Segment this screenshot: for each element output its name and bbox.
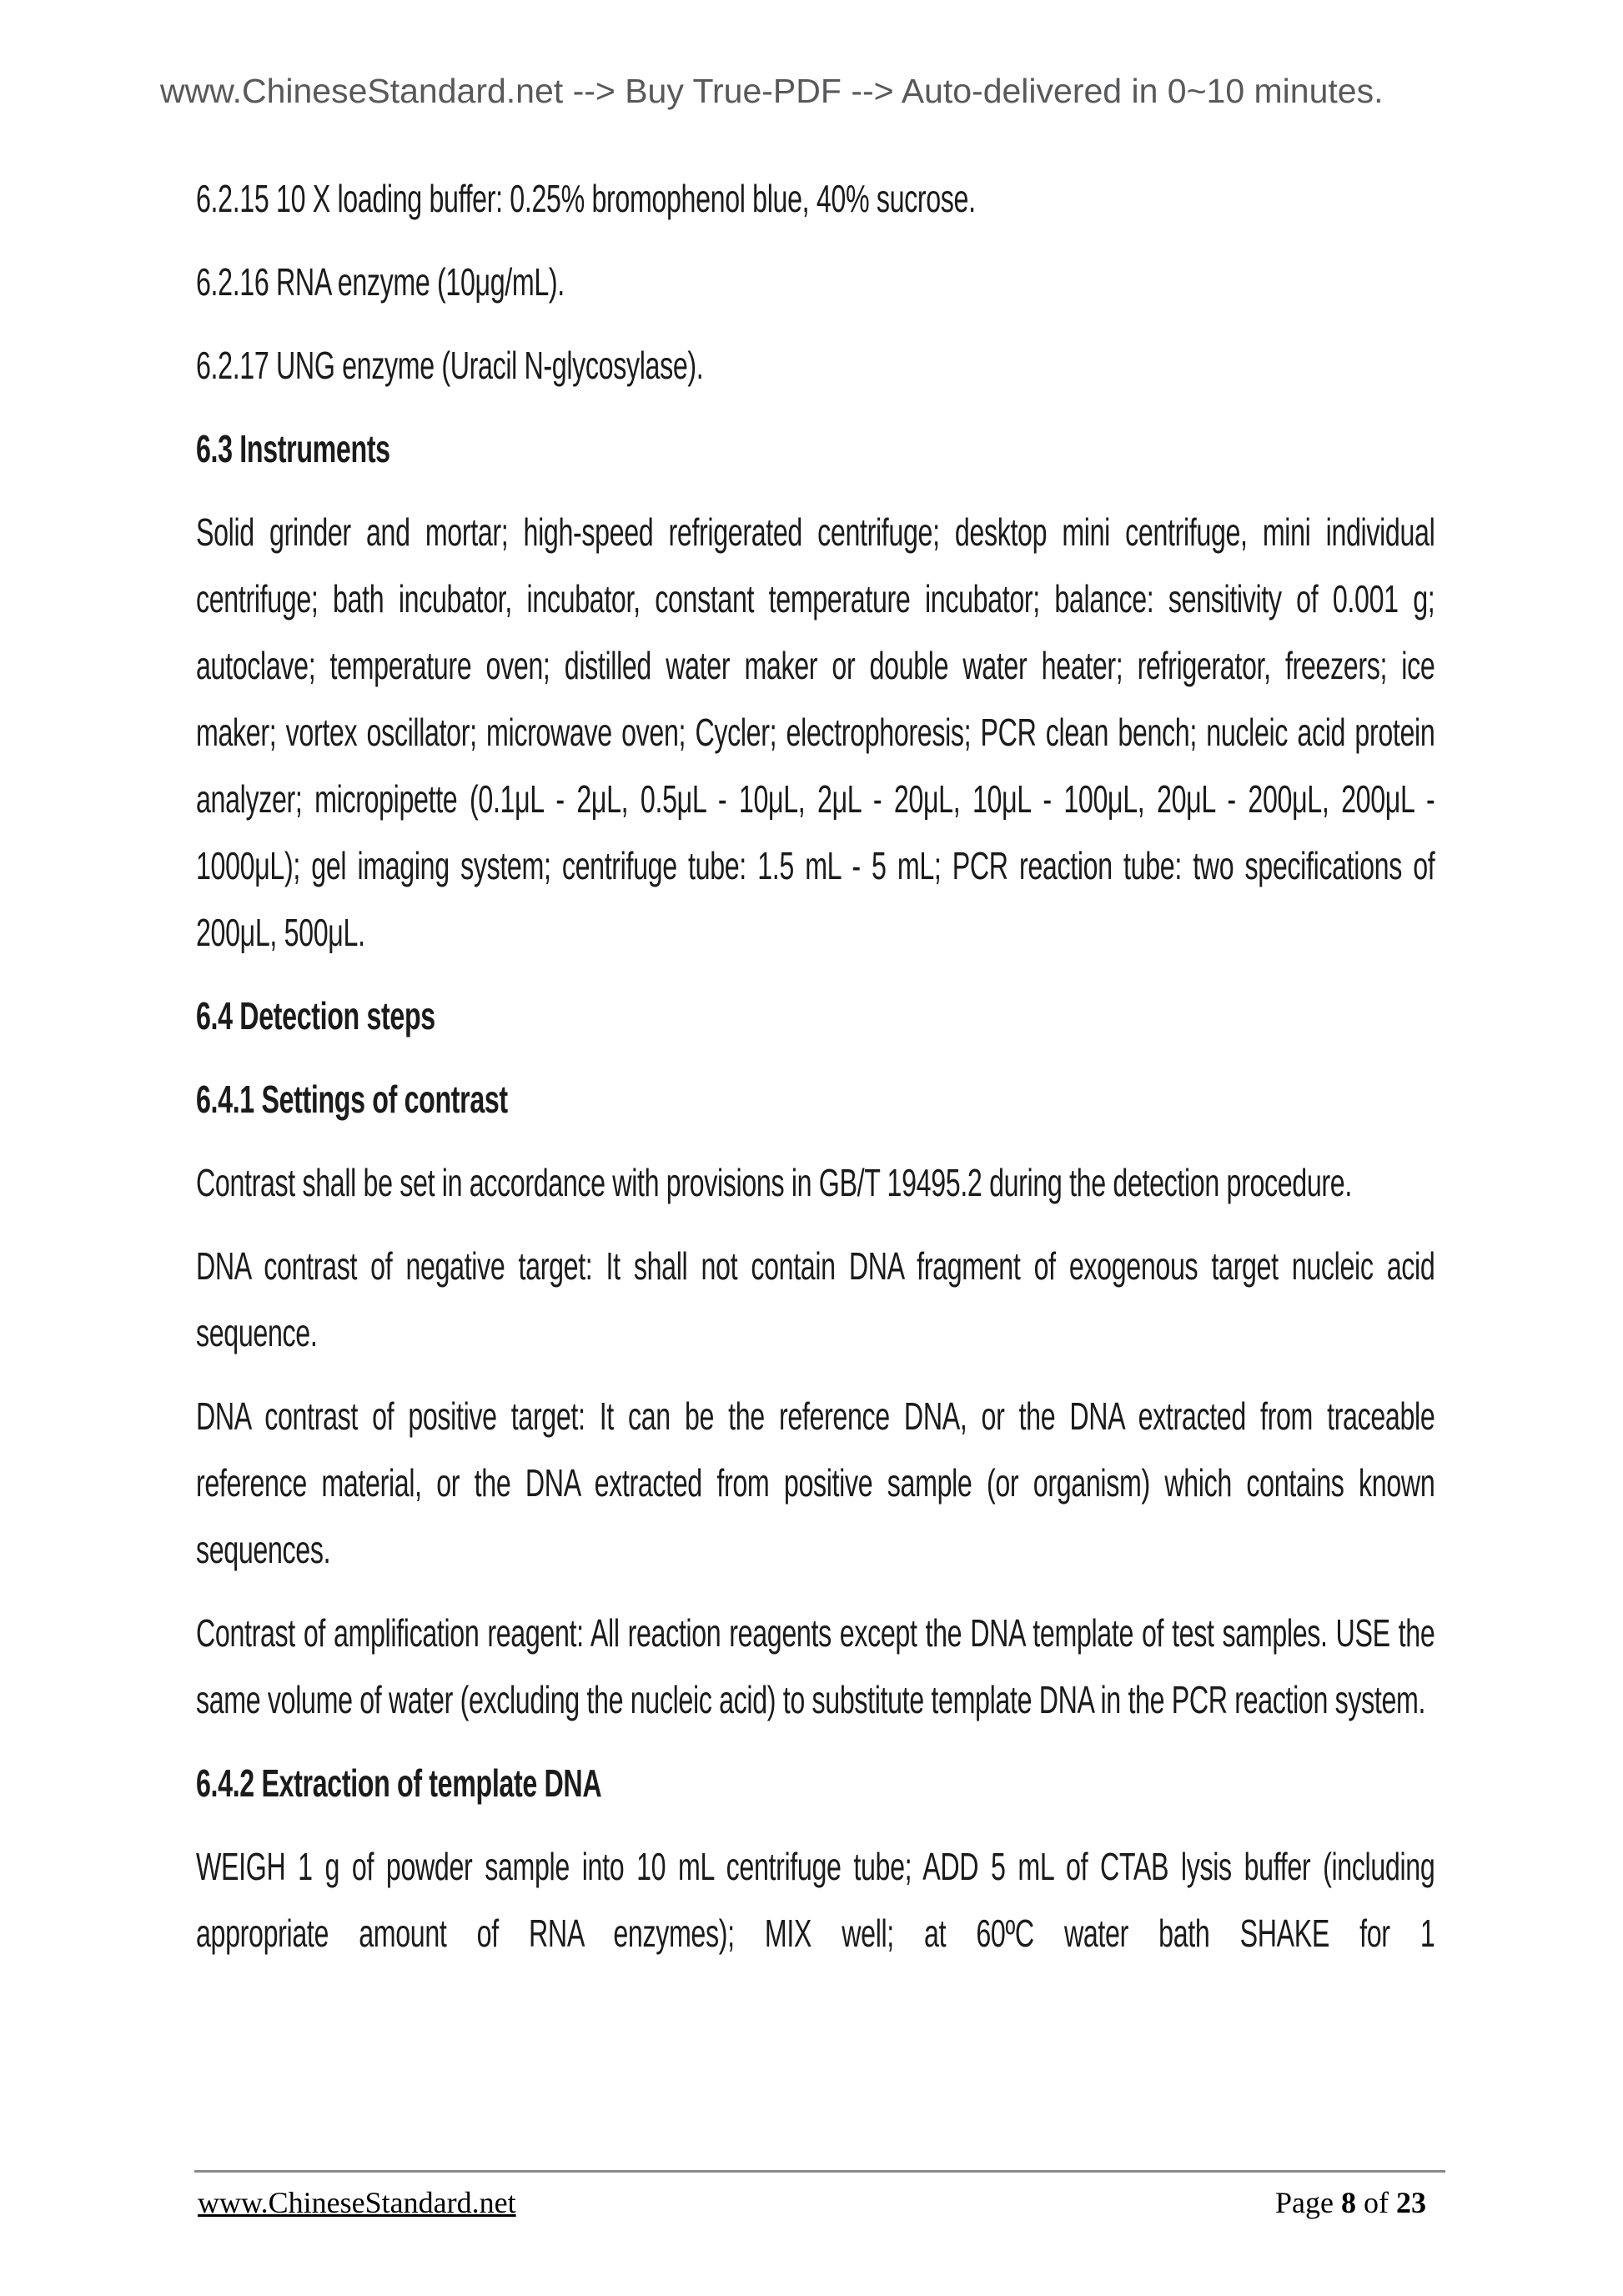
header-banner: www.ChineseStandard.net --> Buy True-PDF --> Auto-delivered in 0~10 minutes.	[160, 72, 1384, 110]
heading-6-4-2-extraction-of-template-dna: 6.4.2 Extraction of template DNA	[196, 1761, 602, 1805]
heading-6-4-detection-steps: 6.4 Detection steps	[196, 994, 435, 1037]
page-total: 23	[1396, 2186, 1426, 2219]
paragraph-instruments-list: Solid grinder and mortar; high-speed refrigerated centrifuge; desktop mini centrifuge, mini individual centrifuge; bath incubator, incubator, constant temperature incubator; balance: sensitivity of 0.001 g; autoclave; temperature oven; distilled water maker or double water heater; refrigerator, freezers; ice maker; vortex oscillator; microwave oven; Cycler; electrophoresis; PCR clean bench; nucleic acid protein analyzer; micropipette (0.1μL - 2μL, 0.5μL - 10μL, 2μL - 20μL, 10μL - 100μL, 20μL - 200μL, 200μL - 1000μL); gel imaging system; centrifuge tube: 1.5 mL - 5 mL; PCR reaction tube: two specifications of 200μL, 500μL.	[196, 510, 1435, 954]
footer-divider	[194, 2170, 1445, 2173]
paragraph-positive-target-contrast: DNA contrast of positive target: It can be the reference DNA, or the DNA extracted from traceable reference material, or the DNA extracted from positive sample (or organism) which contains known sequences.	[196, 1394, 1435, 1571]
heading-6-4-1-settings-of-contrast: 6.4.1 Settings of contrast	[196, 1078, 508, 1121]
document-body	[196, 165, 1435, 1983]
clause-6-2-17: 6.2.17 UNG enzyme (Uracil N-glycosylase).	[196, 344, 704, 387]
clause-6-2-15: 6.2.15 10 X loading buffer: 0.25% bromophenol blue, 40% sucrose.	[196, 177, 976, 220]
footer-site-link[interactable]: www.ChineseStandard.net	[198, 2186, 516, 2219]
paragraph-extraction-procedure: WEIGH 1 g of powder sample into 10 mL centrifuge tube; ADD 5 mL of CTAB lysis buffer (including appropriate amount of RNA enzymes); MIX well; at 60ºC water bath SHAKE for 1	[196, 1845, 1435, 1955]
clause-6-2-16: 6.2.16 RNA enzyme (10μg/mL).	[196, 260, 565, 304]
paragraph-amplification-reagent-contrast: Contrast of amplification reagent: All reaction reagents except the DNA template of test samples. USE the same volume of water (excluding the nucleic acid) to substitute template DNA in the PCR reaction system.	[196, 1611, 1435, 1721]
of-word: of	[1356, 2186, 1396, 2219]
heading-6-3-instruments: 6.3 Instruments	[196, 427, 390, 470]
page-word: Page	[1275, 2186, 1341, 2219]
footer	[198, 2185, 1426, 2220]
page-number-indicator	[1275, 2185, 1426, 2220]
paragraph-contrast-provisions: Contrast shall be set in accordance with provisions in GB/T 19495.2 during the detection procedure.	[196, 1161, 1352, 1204]
page-number: 8	[1341, 2186, 1356, 2219]
paragraph-negative-target-contrast: DNA contrast of negative target: It shall not contain DNA fragment of exogenous target nucleic acid sequence.	[196, 1244, 1435, 1354]
